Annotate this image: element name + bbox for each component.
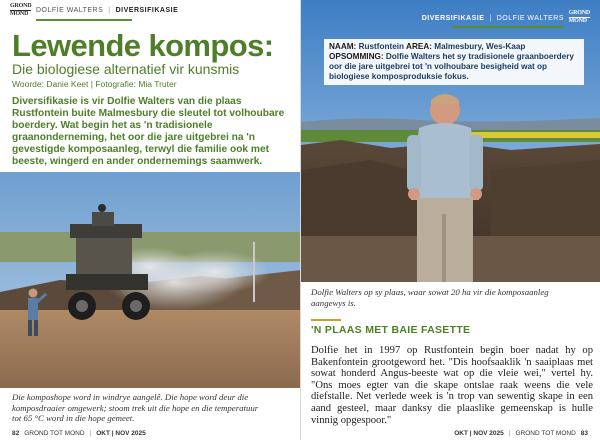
section-header-right: DIVERSIFIKASIE | DOLFIE WALTERS [421,15,564,22]
page-number-right: 83 [580,430,588,437]
magazine-logo-right: GROND MOND [568,10,590,24]
page-number-left: 82 [12,430,20,437]
header-author: DOLFIE WALTERS [36,7,104,14]
subheadline: Die biologiese alternatief vir kunsmis [12,61,240,77]
footer-magazine-left: GROND TOT MOND [24,430,85,437]
section-subtitle: 'N PLAAS MET BAIE FASETTE [311,324,471,336]
footer-left: 82 GROND TOT MOND | OKT | NOV 2025 [12,430,146,437]
header-rule-right [452,26,564,28]
photo-caption-left: Die komposhope word in windrye aangelê. Die hope word deur die komposdraaier omgewerk; stoom trek uit die hope en die temperatuur tot 65 °C word in die hope gemeet. [12,392,259,423]
footer-issue-left: OKT | NOV 2025 [96,430,146,437]
byline: Woorde: Danie Keet | Fotografie: Mia Truter [12,79,177,89]
footer-issue-right: OKT | NOV 2025 [454,430,504,437]
header-rule [36,19,132,21]
footer-magazine-right: GROND TOT MOND [515,430,576,437]
opsomming-value: Dolfie Walters het sy tradisionele graanboerdery oor die jare uitgebrei tot 'n volhoubare besigheid wat op biologiese komposproduksie fokus. [329,52,574,81]
magazine-logo: GROND MOND [10,3,32,17]
compost-turner-photo [0,172,301,388]
opsomming-label: OPSOMMING: [329,52,384,61]
area-value: Malmesbury, Wes-Kaap [434,42,526,51]
intro-paragraph: Diversifikasie is vir Dolfie Walters van die plaas Rustfontein buite Malmesbury die sleutel tot volhoubare boerdery. Wat begin het as 'n tradisionele graanonderneming, het oor die jare uitgebrei na 'n gevestigde komposaanleg, terwyl die familie ook met beeste, wingerd en ander ondernemings saamwerk. [12,96,285,167]
right-page [301,0,600,440]
headline: Lewende kompos: [12,28,274,63]
naam-value: Rustfontein [358,42,405,51]
header-author-right: DOLFIE WALTERS [496,15,564,22]
naam-label: NAAM: [329,42,357,51]
farm-info-box [324,39,584,85]
area-label: AREA: [406,42,432,51]
body-paragraph: Dolfie het in 1997 op Rustfontein begin boer nadat hy op Bakenfontein grootgeword het. "Dis hoofsaaklik 'n saaiplaas met sowat honderd Angus-beeste wat op die vleie wei," vertel hy. "Ons moes egter van die skape ontslae raak weens die vele diefstalle. Net verlede week is 'n trop van sewentig skape in een aand gesteel, maar danksy die plaaslike gemeenskap is hulle vinnig opgespoor." [311,345,593,426]
subtitle-rule [311,319,341,321]
footer-right: OKT | NOV 2025 | GROND TOT MOND 83 [454,430,588,437]
photo-caption-right: Dolfie Walters op sy plaas, waar sowat 20 ha vir die komposaanleg aangewys is. [311,287,549,308]
section-header: DOLFIE WALTERS | DIVERSIFIKASIE [36,7,179,14]
header-section: DIVERSIFIKASIE [115,7,179,14]
header-section-right: DIVERSIFIKASIE [421,15,485,22]
